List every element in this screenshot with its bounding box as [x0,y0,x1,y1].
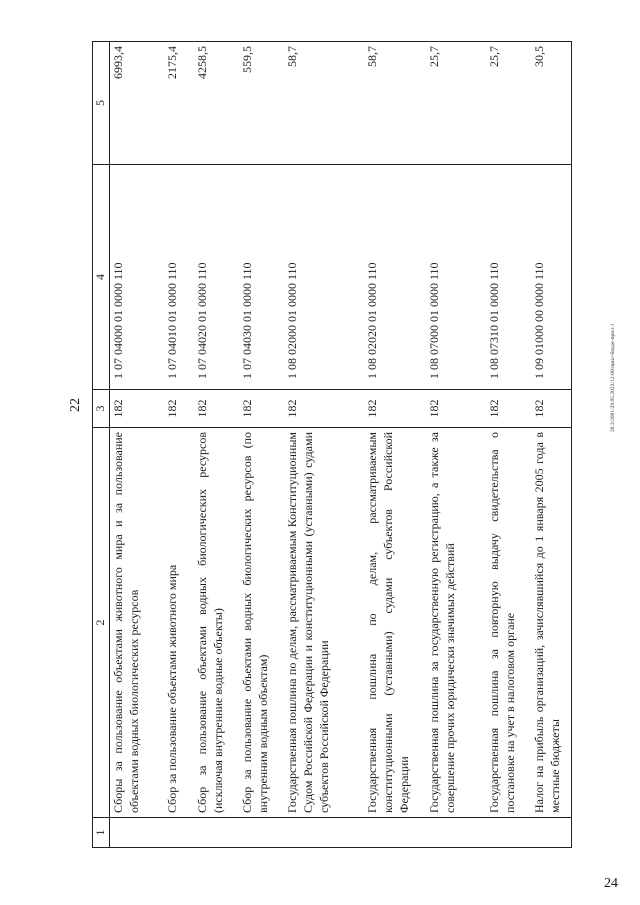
budget-code-cell: 1 08 02020 01 0000 110 [364,165,426,390]
header-col-1: 1 [93,818,110,848]
header-col-3: 3 [93,390,110,428]
revenue-table [92,41,572,848]
row-spacer-cell [426,818,486,848]
table-row [194,42,239,848]
table-header-row [93,42,110,848]
table-row [426,42,486,848]
amount-cell: 2175,4 [164,42,194,165]
page-number-top: 22 [68,398,83,412]
budget-code-cell: 1 07 04030 01 0000 110 [239,165,284,390]
page-number-bottom: 24 [604,876,618,891]
admin-code-cell: 182 [164,390,194,428]
admin-code-cell: 182 [194,390,239,428]
row-spacer-cell [284,818,364,848]
amount-cell: 58,7 [364,42,426,165]
amount-cell: 6993,4 [109,42,164,165]
row-spacer-cell [109,818,164,848]
amount-cell: 25,7 [426,42,486,165]
table-row [284,42,364,848]
table-row [109,42,164,848]
revenue-name-cell: Сбор за пользование объектами водных биологических ресурсов (по внутренним водным объектам) [239,428,284,818]
row-spacer-cell [486,818,531,848]
amount-cell: 58,7 [284,42,364,165]
budget-code-cell: 1 08 02000 01 0000 110 [284,165,364,390]
row-spacer-cell [531,818,571,848]
revenue-name-cell: Налог на прибыль организаций, зачислявшийся до 1 января 2005 года в местные бюджеты [531,428,571,818]
admin-code-cell: 182 [531,390,571,428]
admin-code-cell: 182 [284,390,364,428]
revenue-name-cell: Сбор за пользование объектами животного мира [164,428,194,818]
revenue-name-cell: Сбор за пользование объектами водных биологических ресурсов (исключая внутренние водные объекты) [194,428,239,818]
revenue-name-cell: Государственная пошлина по делам, рассматриваемым Конституционным Судом Российской Федерации и конституционными (уставными) судами субъектов Российской Федерации [284,428,364,818]
revenue-name-cell: Государственная пошлина за повторную выдачу свидетельства о постановке на учет в налоговом органе [486,428,531,818]
table-row [531,42,571,848]
table-row [486,42,531,848]
budget-code-cell: 1 07 04020 01 0000 110 [194,165,239,390]
revenue-name-cell: Сборы за пользование объектами животного мира и за пользование объектами водных биологических ресурсов [109,428,164,818]
header-col-2: 2 [93,428,110,818]
revenue-name-cell: Государственная пошлина по делам, рассматриваемым конституционными (уставными) судами субъектов Российской Федерации [364,428,426,818]
revenue-table-container [92,42,563,848]
amount-cell: 30,5 [531,42,571,165]
table-row [239,42,284,848]
admin-code-cell: 182 [364,390,426,428]
budget-code-cell: 1 08 07000 01 0000 110 [426,165,486,390]
amount-cell: 559,5 [239,42,284,165]
document-registration-code: 20.3/2001/29.05.2023/12-00/прил-бюдж-прил-1 [610,323,616,432]
admin-code-cell: 182 [109,390,164,428]
amount-cell: 25,7 [486,42,531,165]
budget-code-cell: 1 07 04010 01 0000 110 [164,165,194,390]
row-spacer-cell [364,818,426,848]
amount-cell: 4258,5 [194,42,239,165]
table-row [164,42,194,848]
budget-code-cell: 1 08 07310 01 0000 110 [486,165,531,390]
budget-code-cell: 1 07 04000 01 0000 110 [109,165,164,390]
table-row [364,42,426,848]
header-col-4: 4 [93,165,110,390]
row-spacer-cell [239,818,284,848]
admin-code-cell: 182 [426,390,486,428]
admin-code-cell: 182 [239,390,284,428]
row-spacer-cell [194,818,239,848]
revenue-name-cell: Государственная пошлина за государственную регистрацию, а также за совершение прочих юридически значимых действий [426,428,486,818]
header-col-5: 5 [93,42,110,165]
budget-code-cell: 1 09 01000 00 0000 110 [531,165,571,390]
row-spacer-cell [164,818,194,848]
admin-code-cell: 182 [486,390,531,428]
